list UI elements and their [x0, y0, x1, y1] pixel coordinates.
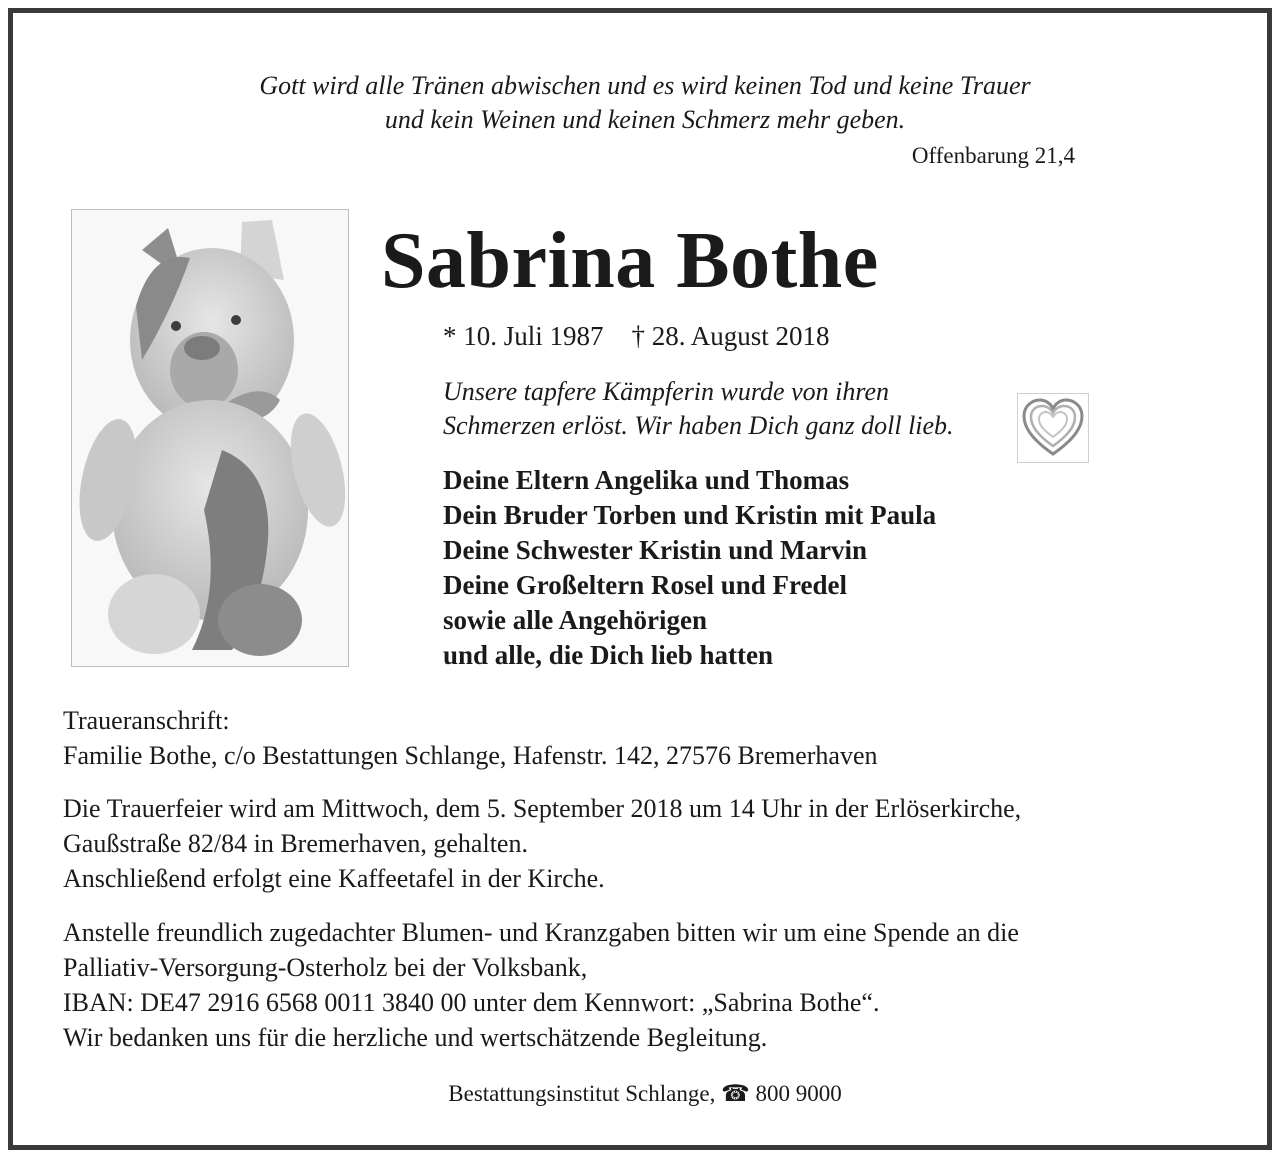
mourners-list	[443, 463, 936, 673]
donation-line-4: Wir bedanken uns für die herzliche und wertschätzende Begleitung.	[63, 1023, 768, 1052]
notice-frame	[8, 8, 1272, 1150]
heart-emblem	[1017, 393, 1089, 463]
donation-info	[63, 915, 1019, 1055]
teddy-bear-photo	[71, 209, 349, 667]
quote-source: Offenbarung 21,4	[911, 143, 1075, 168]
mourner-line: Deine Eltern Angelika und Thomas	[443, 465, 850, 495]
donation-line-2: Palliativ-Versorgung-Osterholz bei der Volksbank,	[63, 953, 588, 982]
donation-line-3: IBAN: DE47 2916 6568 0011 3840 00 unter dem Kennwort: „Sabrina Bothe“.	[63, 988, 880, 1017]
life-dates	[443, 319, 830, 353]
quote-line-2: und kein Weinen und keinen Schmerz mehr geben.	[384, 105, 906, 134]
quote-line-1: Gott wird alle Tränen abwischen und es wird keinen Tod und keine Trauer	[259, 71, 1031, 100]
mourner-line: sowie alle Angehörigen	[443, 605, 707, 635]
funeral-service-info	[63, 791, 1021, 896]
service-line-1: Die Trauerfeier wird am Mittwoch, dem 5. September 2018 um 14 Uhr in der Erlöserkirche,	[63, 794, 1022, 823]
mourner-line: Deine Schwester Kristin und Marvin	[443, 535, 867, 565]
deceased-name: Sabrina Bothe	[381, 217, 879, 305]
funeral-home-footer: Bestattungsinstitut Schlange, ☎ 800 9000	[448, 1081, 842, 1106]
teddy-bear-icon	[72, 210, 348, 666]
donation-line-1: Anstelle freundlich zugedachter Blumen- und Kranzgaben bitten wir um eine Spende an die	[63, 918, 1019, 947]
tribute-line-2: Schmerzen erlöst. Wir haben Dich ganz doll lieb.	[443, 411, 954, 440]
mourner-line: Dein Bruder Torben und Kristin mit Paula	[443, 500, 937, 530]
heart-icon	[1018, 394, 1088, 462]
address-value: Familie Bothe, c/o Bestattungen Schlange, Hafenstr. 142, 27576 Bremerhaven	[63, 741, 878, 770]
service-line-2: Gaußstraße 82/84 in Bremerhaven, gehalten.	[63, 829, 528, 858]
birth-date: * 10. Juli 1987	[443, 321, 604, 351]
mourner-line: Deine Großeltern Rosel und Fredel	[443, 570, 847, 600]
address-label: Traueranschrift:	[63, 706, 230, 735]
bible-quote	[13, 69, 1277, 137]
tribute-line-1: Unsere tapfere Kämpferin wurde von ihren	[443, 377, 890, 406]
mourning-address	[63, 703, 877, 773]
service-line-3: Anschließend erfolgt eine Kaffeetafel in der Kirche.	[63, 864, 605, 893]
death-date: † 28. August 2018	[631, 321, 830, 351]
tribute-text	[443, 375, 954, 443]
mourner-line: und alle, die Dich lieb hatten	[443, 640, 774, 670]
